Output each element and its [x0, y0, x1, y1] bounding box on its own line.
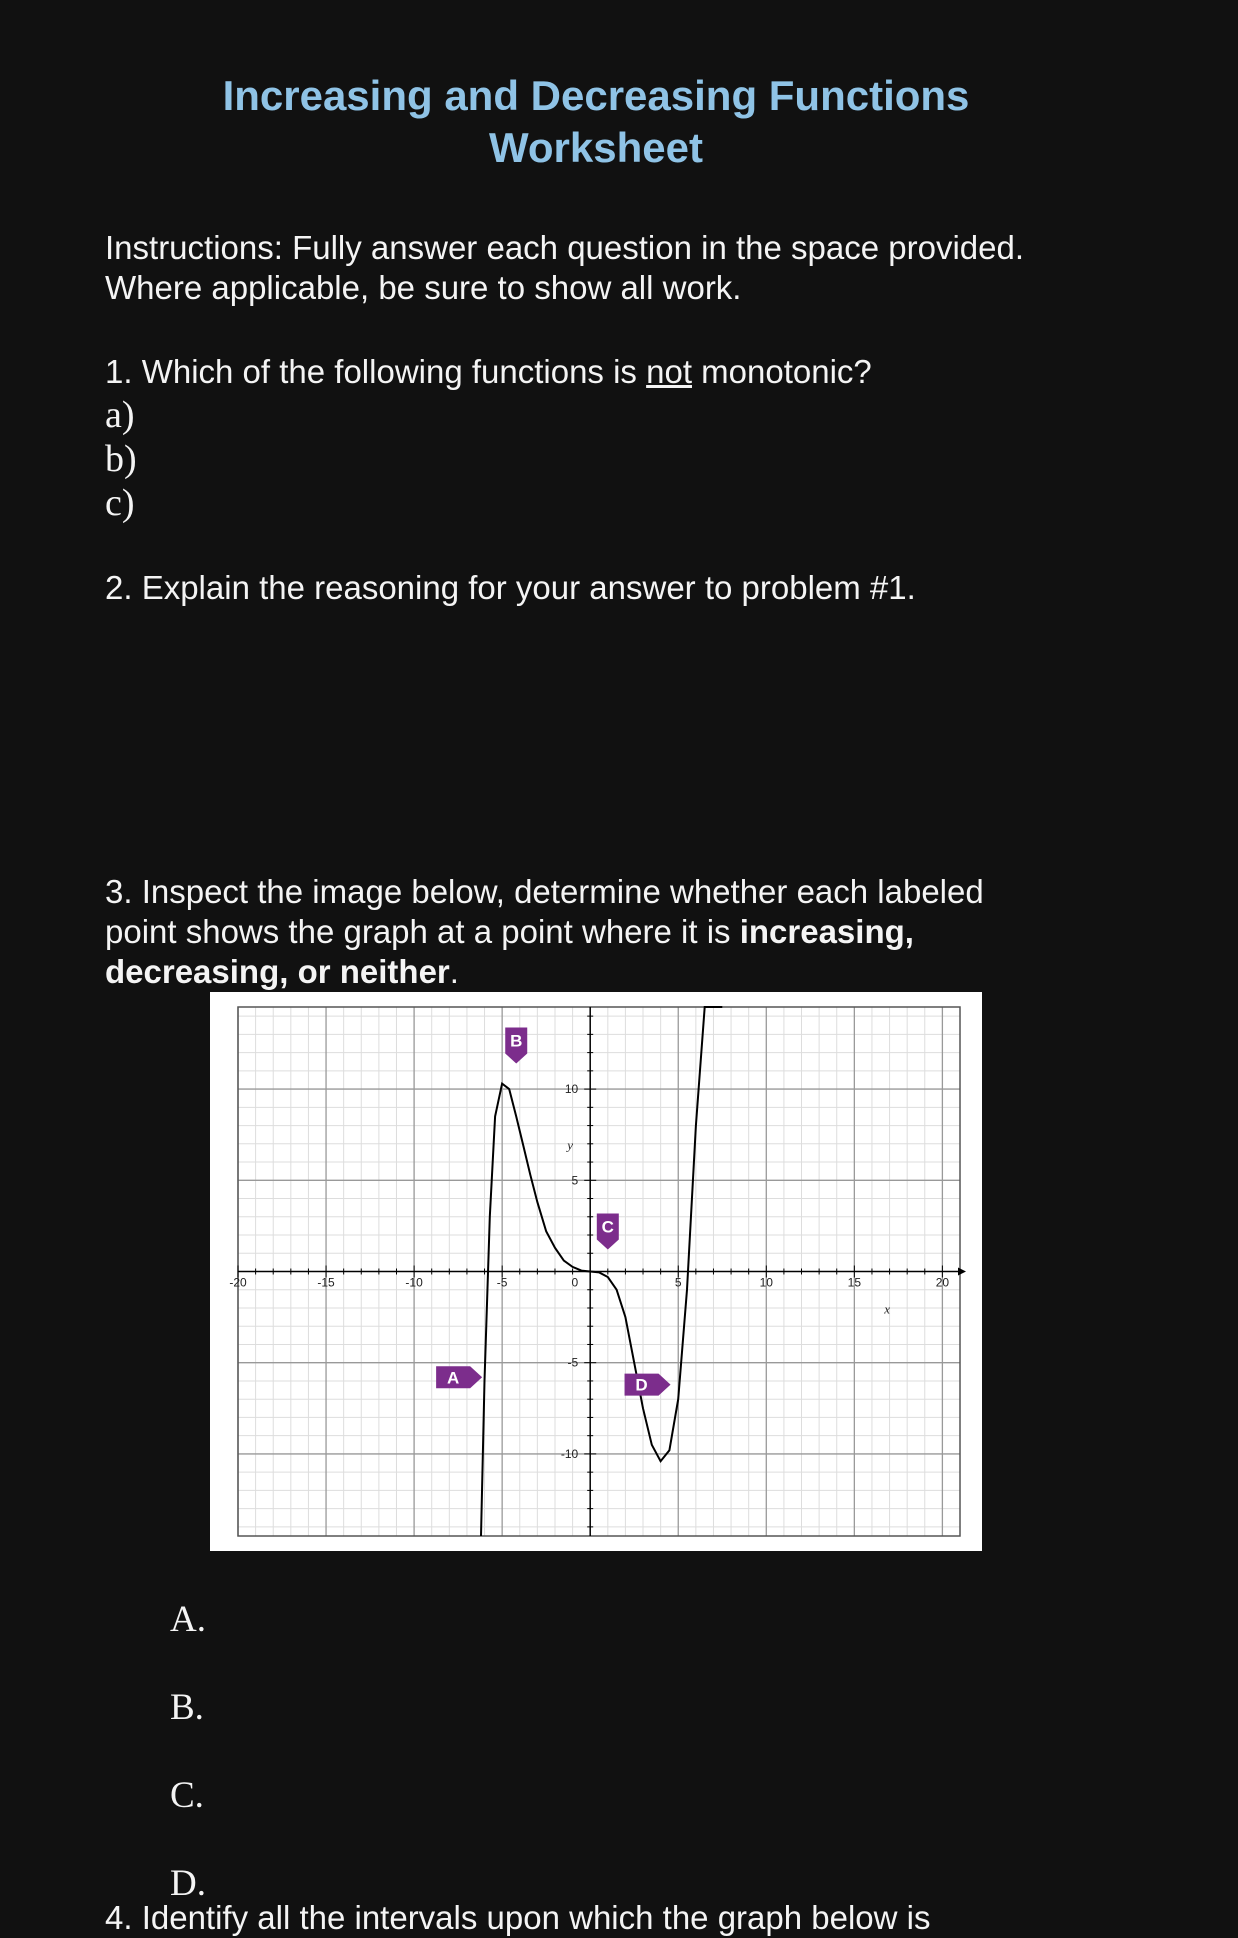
q1-option-a: a)	[105, 394, 135, 436]
point-label-c: C	[601, 1217, 614, 1237]
y-axis-label: y	[567, 1137, 574, 1153]
x-tick-label: -10	[405, 1275, 423, 1290]
function-graph	[210, 992, 982, 1551]
y-tick-label: -10	[560, 1446, 579, 1461]
question-3	[105, 872, 984, 992]
question-1	[105, 352, 872, 392]
question-2: 2. Explain the reasoning for your answer to problem #1.	[105, 569, 916, 606]
x-tick-label: -15	[317, 1275, 335, 1290]
y-tick-label: 5	[571, 1173, 579, 1188]
q3-period: .	[449, 953, 459, 990]
q1-prefix: 1. Which of the following functions is	[105, 353, 647, 390]
x-tick-label: 10	[759, 1275, 773, 1290]
q3-line-1: 3. Inspect the image below, determine whether each labeled	[105, 873, 984, 910]
point-label-d: D	[635, 1375, 648, 1395]
worksheet-title	[0, 70, 1192, 174]
q1-suffix: monotonic?	[691, 353, 872, 390]
answer-label-b: B.	[170, 1687, 204, 1728]
x-tick-label: 15	[847, 1275, 862, 1290]
point-label-b: B	[510, 1031, 523, 1051]
x-tick-label: 20	[935, 1275, 950, 1290]
answer-label-d: D.	[170, 1863, 206, 1904]
instructions-line-1: Instructions: Fully answer each question in the space provided.	[105, 229, 1025, 266]
x-tick-label: -20	[229, 1275, 247, 1290]
q1-emphasis: not	[646, 353, 692, 390]
x-axis-arrow	[958, 1268, 966, 1276]
x-axis-label: x	[884, 1301, 891, 1317]
q3-bold-increasing: increasing,	[739, 913, 914, 950]
y-tick-label: 10	[564, 1082, 579, 1097]
instructions-line-2: Where applicable, be sure to show all work.	[105, 269, 742, 306]
q3-bold-decreasing: decreasing, or neither	[105, 953, 450, 990]
instructions	[105, 228, 1024, 308]
x-tick-label: 5	[674, 1275, 682, 1290]
q1-option-c: c)	[105, 482, 135, 524]
y-tick-label: -5	[567, 1355, 579, 1370]
q3-line-2: point shows the graph at a point where it is	[105, 913, 740, 950]
graph-figure	[210, 992, 982, 1551]
point-label-a: A	[446, 1368, 460, 1388]
y-tick-label: 0	[571, 1275, 579, 1290]
q1-option-b: b)	[105, 438, 137, 480]
title-line-2: Worksheet	[489, 124, 703, 171]
x-tick-label: -5	[496, 1275, 508, 1290]
title-line-1: Increasing and Decreasing Functions	[222, 72, 970, 119]
answer-label-c: C.	[170, 1775, 204, 1816]
question-4-partial: 4. Identify all the intervals upon which the graph below is	[105, 1899, 931, 1936]
answer-label-a: A.	[170, 1599, 206, 1640]
